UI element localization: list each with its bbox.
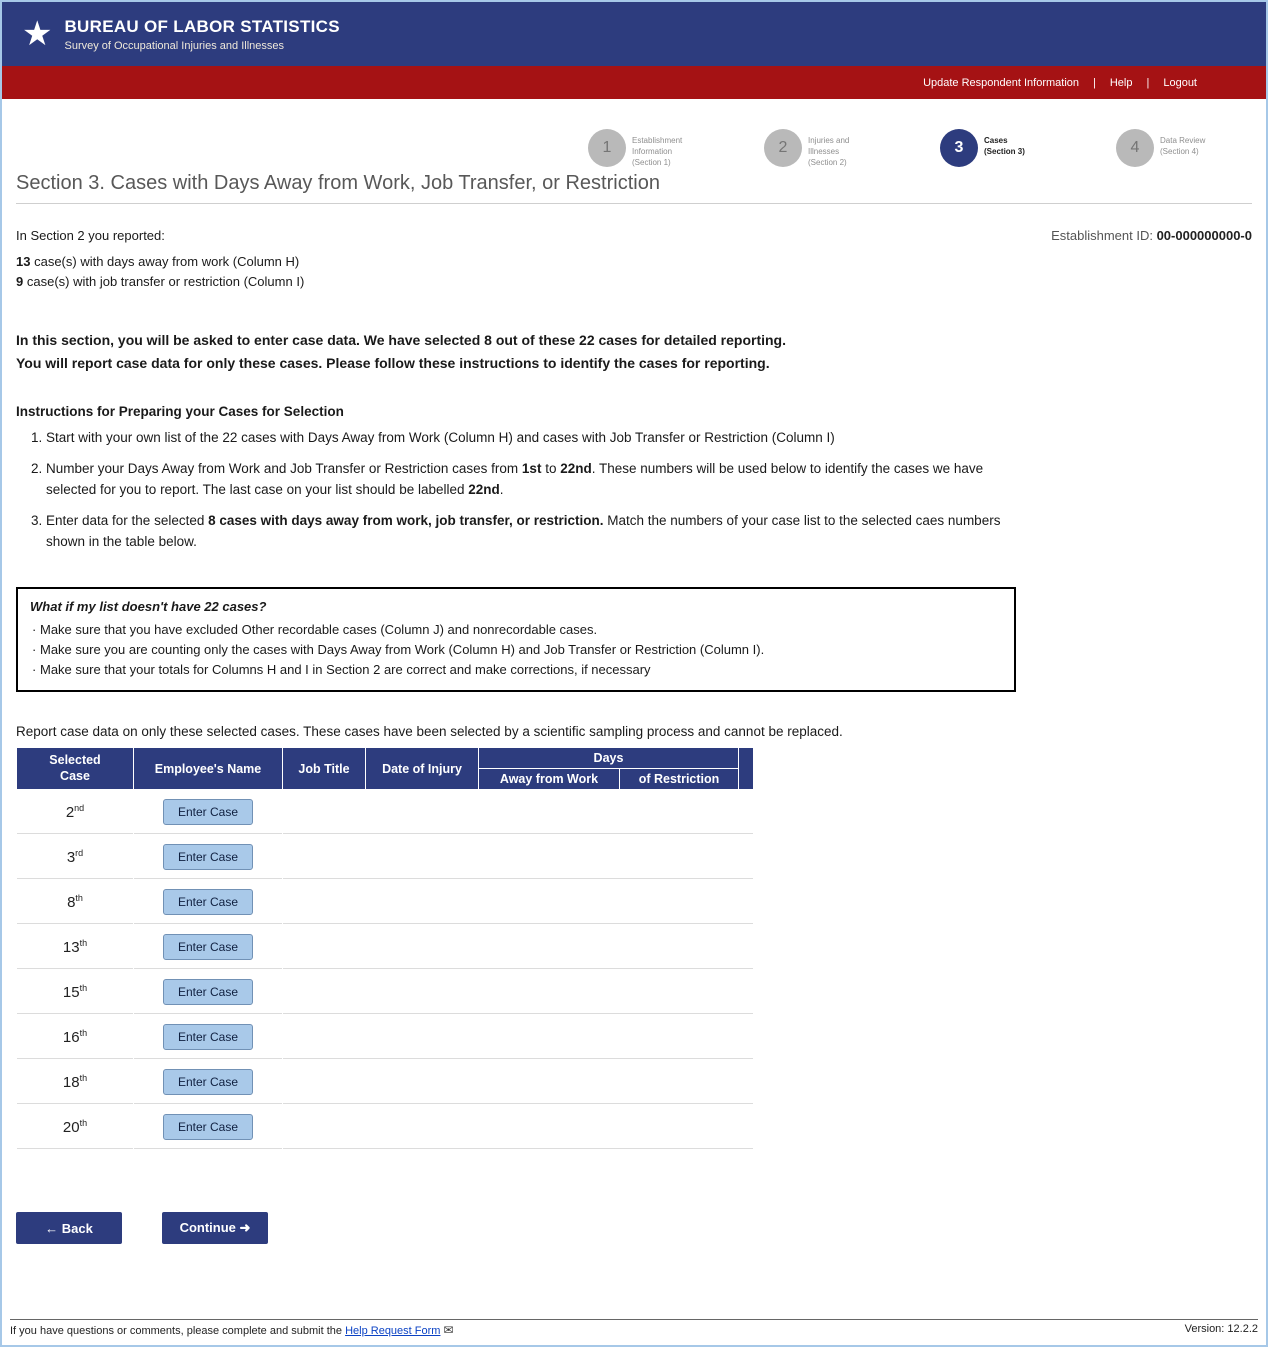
instructions-heading: Instructions for Preparing your Cases for Selection	[16, 404, 344, 420]
nav-divider: |	[1093, 76, 1096, 89]
col-header-job-title: Job Title	[283, 748, 365, 789]
table-row	[17, 790, 753, 834]
notice-bullet: · Make sure you are counting only the cases with Days Away from Work (Column H) and Job Transfer or Restriction (Column I).	[32, 640, 1002, 660]
step-2-circle[interactable]: 2	[764, 129, 802, 167]
step-3-label: Cases (Section 3)	[984, 136, 1025, 156]
establishment-id	[1051, 228, 1252, 243]
establishment-id-label: Establishment ID:	[1051, 228, 1153, 244]
col-header-away-from-work: Away from Work	[479, 769, 619, 789]
empty-cells	[283, 1015, 753, 1059]
col-header-spacer	[739, 748, 753, 789]
notice-bullet: · Make sure that your totals for Columns H and I in Section 2 are correct and make corrections, if necessary	[32, 660, 1002, 680]
app-title: BUREAU OF LABOR STATISTICS	[64, 16, 340, 36]
progress-stepper	[16, 129, 1252, 168]
col-header-date-of-injury: Date of Injury	[366, 748, 478, 789]
notice-box-title: What if my list doesn't have 22 cases?	[30, 598, 267, 614]
reported-intro: In Section 2 you reported:	[16, 228, 165, 244]
count-days-away: 13 case(s) with days away from work (Column H)	[16, 254, 300, 270]
step-cases-active	[940, 129, 1058, 168]
case-number: 13th	[17, 925, 133, 969]
empty-cells	[283, 925, 753, 969]
case-number: 3rd	[17, 835, 133, 879]
empty-cells	[283, 1060, 753, 1104]
report-instruction: Report case data on only these selected cases. These cases have been selected by a scientific sampling process and cannot be replaced.	[16, 724, 843, 740]
empty-cells	[283, 880, 753, 924]
step-1-label: Establishment Information (Section 1)	[632, 136, 683, 167]
step-2-label: Injuries and Illnesses (Section 2)	[808, 136, 850, 167]
establishment-id-value: 00-000000000-0	[1156, 228, 1252, 244]
case-counts	[16, 252, 1252, 291]
table-row	[17, 970, 753, 1014]
footer-help-text: If you have questions or comments, please complete and submit the Help Request Form ✉	[10, 1323, 454, 1337]
enter-case-button[interactable]: Enter Case	[163, 1024, 253, 1050]
instructions-list	[16, 428, 1031, 553]
nav-divider: |	[1146, 76, 1150, 89]
case-number: 20th	[17, 1105, 133, 1149]
bls-logo-icon: ★	[22, 15, 53, 53]
envelope-icon: ✉	[443, 1323, 454, 1337]
table-row	[17, 880, 753, 924]
page-title: Section 3. Cases with Days Away from Work, Job Transfer, or Restriction	[16, 172, 1252, 204]
case-number: 18th	[17, 1060, 133, 1104]
table-row	[17, 1015, 753, 1059]
instruction-item-3: 3. Enter data for the selected 8 cases with days away from work, job transfer, or restriction. Match the numbers of your case list to the selected caes numbers shown in the table below.	[46, 511, 1031, 553]
header-text	[64, 17, 339, 52]
enter-case-button[interactable]: Enter Case	[163, 1069, 253, 1095]
empty-cells	[283, 1105, 753, 1149]
nav-logout[interactable]: Logout	[1163, 76, 1197, 89]
enter-case-button[interactable]: Enter Case	[163, 889, 253, 915]
nav-buttons	[16, 1212, 1252, 1244]
back-arrow-icon: ←	[45, 1220, 59, 1236]
table-row	[17, 1105, 753, 1149]
notice-bullet: · Make sure that you have excluded Other recordable cases (Column J) and nonrecordable cases.	[32, 620, 1002, 640]
enter-case-button[interactable]: Enter Case	[163, 844, 253, 870]
instruction-item-1: 1. Start with your own list of the 22 cases with Days Away from Work (Column H) and cases with Job Transfer or Restriction (Column I)	[46, 428, 1031, 449]
enter-case-button[interactable]: Enter Case	[163, 799, 253, 825]
col-header-employee-name: Employee's Name	[134, 748, 282, 789]
page-footer	[10, 1319, 1258, 1337]
enter-case-button[interactable]: Enter Case	[163, 979, 253, 1005]
col-header-selected-case: Selected Case	[17, 748, 133, 789]
nav-update-respondent-info[interactable]: Update Respondent Information	[923, 76, 1079, 89]
case-number: 15th	[17, 970, 133, 1014]
table-row	[17, 925, 753, 969]
help-request-form-link[interactable]: Help Request Form	[345, 1325, 441, 1337]
instruction-item-2: 2. Number your Days Away from Work and Job Transfer or Restriction cases from 1st to 22nd. These numbers will be used below to identify the cases we have selected for you to report. The last case on your list should be labelled 22nd.	[46, 459, 1031, 501]
step-4-circle[interactable]: 4	[1116, 129, 1154, 167]
col-header-of-restriction: of Restriction	[620, 769, 738, 789]
top-nav-bar	[2, 66, 1266, 99]
table-row	[17, 835, 753, 879]
main-content	[2, 129, 1266, 1244]
step-injuries-illnesses	[764, 129, 882, 168]
selected-cases-table	[16, 747, 754, 1150]
empty-cells	[283, 835, 753, 879]
reported-row	[16, 228, 1252, 243]
col-header-days-group: Days	[479, 748, 738, 768]
case-number: 16th	[17, 1015, 133, 1059]
empty-cells	[283, 790, 753, 834]
continue-button[interactable]: Continue ➜	[162, 1212, 268, 1244]
notice-box-list	[30, 620, 1002, 680]
continue-arrow-icon: ➜	[239, 1220, 251, 1236]
step-4-label: Data Review (Section 4)	[1160, 136, 1206, 156]
count-job-transfer: 9 case(s) with job transfer or restriction (Column I)	[16, 273, 305, 289]
case-number: 8th	[17, 880, 133, 924]
app-header	[2, 2, 1266, 66]
nav-help[interactable]: Help	[1109, 76, 1133, 89]
notice-box	[16, 587, 1016, 693]
step-1-circle[interactable]: 1	[588, 129, 626, 167]
enter-case-button[interactable]: Enter Case	[163, 1114, 253, 1140]
empty-cells	[283, 970, 753, 1014]
case-number: 2nd	[17, 790, 133, 834]
back-button[interactable]: ← Back	[16, 1212, 122, 1244]
table-row	[17, 1060, 753, 1104]
step-data-review	[1116, 129, 1234, 168]
step-establishment-information	[588, 129, 706, 168]
step-3-circle[interactable]: 3	[940, 129, 978, 167]
version-label: Version: 12.2.2	[1184, 1323, 1258, 1335]
app-subtitle: Survey of Occupational Injuries and Illnesses	[64, 39, 284, 52]
enter-case-button[interactable]: Enter Case	[163, 934, 253, 960]
intro-paragraph: In this section, you will be asked to enter case data. We have selected 8 out of these 22 cases for detailed reporting. You will report case data for only these cases. Please follow these instructions to identify the cases for reporting.	[16, 332, 787, 371]
